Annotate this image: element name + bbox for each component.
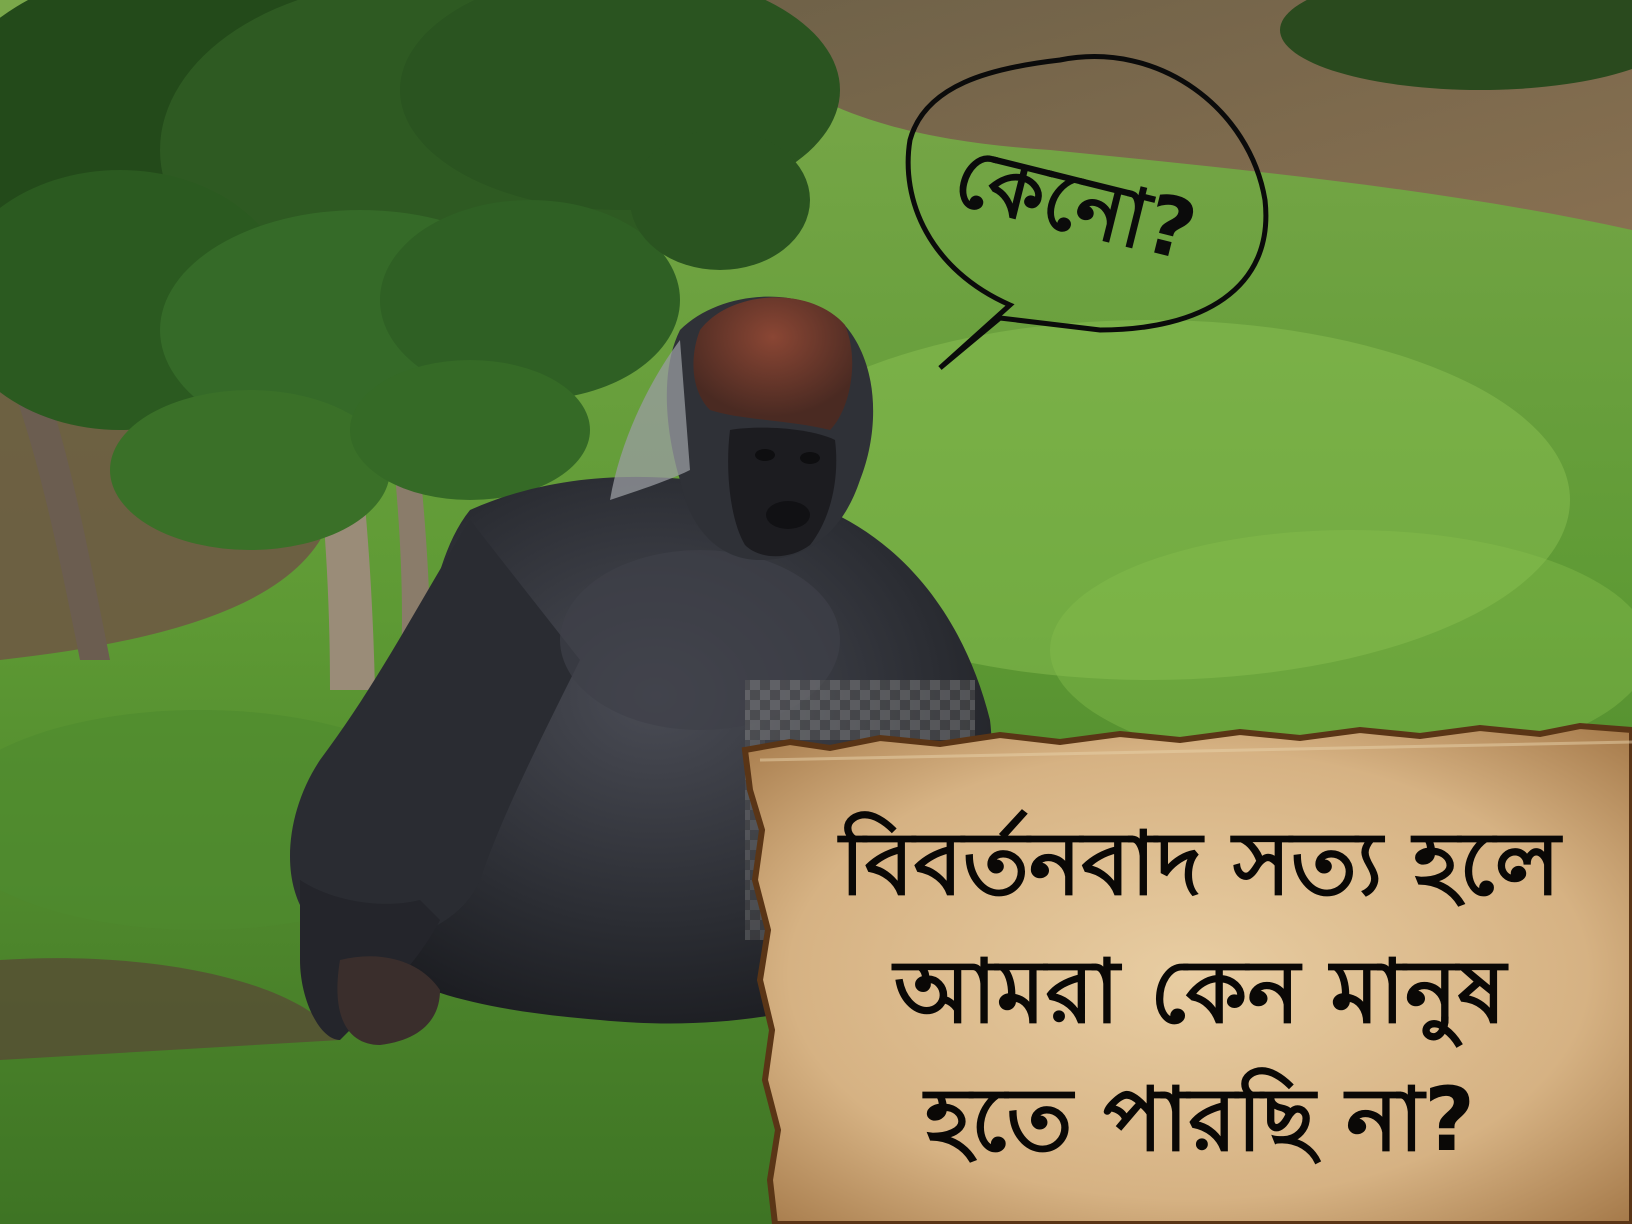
caption-line-1: বিবর্তনবাদ সত্য হলে [839,812,1561,915]
caption-line-2: আমরা কেন মানুষ [894,940,1506,1043]
caption-text [790,800,1610,1184]
caption-line-3: হতে পারছি না? [924,1068,1476,1171]
speech-bubble-text: কেনো? [945,128,1205,281]
